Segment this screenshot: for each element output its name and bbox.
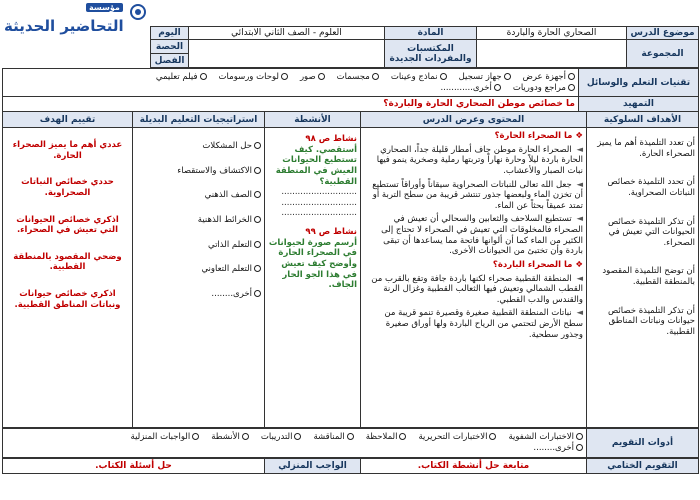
option-label: فيلم تعليمي (155, 71, 198, 82)
radio-icon[interactable] (254, 142, 261, 149)
content-heading-hot: ❖ ما الصحراء الحارة؟ (494, 131, 583, 141)
option-label: المناقشة (313, 432, 345, 443)
assessment-cell (3, 128, 133, 428)
activity-2-text: أرسم صورة لحيوانات في الصحراء الحارة وأوضح كيف تعيش في هذا الجو الحار الجاف. (268, 237, 357, 291)
assessment-item: اذكري خصائص حيوانات ونباتات المناطق القطبية. (14, 289, 121, 310)
arrow-icon: ◄ (576, 144, 583, 155)
content-paragraph: ◄ تستطيع السلاحف والثعابين والسحالي أن تعيش في الصحراء فالمخلوقات التي تعيش في الصحراء لا تحتاج إلى الكثير من الماء كما أن ألوانها فاتحة مما يساعدها أن تبقى باردة وأن تختبئ من الحيوانات الأخرى. (381, 214, 583, 257)
assessment-item: وضحي المقصود بالمنطقة القطبية. (13, 251, 122, 273)
option-label: الاختبارات التحريرية (418, 432, 488, 443)
strategy-item[interactable]: أخرى........ (136, 289, 261, 300)
radio-icon[interactable] (254, 241, 261, 248)
strategy-item[interactable]: التعلم الذاتي (136, 240, 261, 251)
radio-icon[interactable] (254, 265, 261, 272)
content-paragraph: ◄ المنطقة القطبية صحراء لكنها باردة جافة وتقع بالقرب من القطب الشمالي وتعيش فيها الثعالب القطبية وغزال الرنة والقندس والدب القطبي. (371, 273, 583, 305)
radio-icon[interactable] (440, 73, 447, 80)
activity-1-title: نشاط ص ٩٨ (305, 134, 357, 144)
group-value[interactable] (477, 40, 627, 68)
option-item[interactable] (508, 432, 583, 443)
radio-icon[interactable] (576, 433, 583, 440)
content-cell (361, 128, 587, 428)
content-paragraph: ◄ جعل الله تعالى للنباتات الصحراوية سيقاناً وأوراقاً تستطيع أن تخزن الماء ولبعضها جذور تنتشر قريبة من سطح التربة أو تمتد عميقاً بحثاً عن الماء. (372, 179, 583, 211)
objective-item: أن توضح التلميذة المقصود بالمنطقة القطبية. (602, 266, 695, 287)
option-label: مجسمات (336, 71, 370, 82)
logo-gear-icon (128, 2, 148, 22)
intro-label: التمهيد (579, 97, 699, 112)
col-strategies: استراتيجيات التعليم البديلة (133, 112, 265, 128)
assessment-item: حددي خصائص النباتات الصحراوية. (21, 177, 114, 198)
star-icon: ❖ (575, 131, 583, 141)
group-label: المجموعة (627, 40, 699, 68)
strategy-item[interactable]: الخرائط الذهنية (136, 215, 261, 226)
radio-icon[interactable] (294, 433, 301, 440)
option-label: صور (299, 71, 316, 82)
tools-table (2, 68, 699, 112)
option-label: مراجع ودوريات (512, 82, 566, 93)
main-table (2, 111, 699, 428)
option-label: أجهزة عرض (522, 71, 566, 82)
strategy-item[interactable]: حل المشكلات (136, 141, 261, 152)
content-paragraph: ◄ الصحراء الحارة موطن جاف أمطار قليلة جداً، الصحاري الحارة باردة ليلاً وحارة نهاراً وتربتها رملية وصخرية ينمو فيها نبات الصبار والأعشاب. (376, 144, 583, 176)
tools-options (3, 69, 579, 97)
subject-label: المادة (385, 27, 477, 40)
day-label: اليوم (151, 27, 189, 40)
radio-icon[interactable] (372, 73, 379, 80)
radio-icon[interactable] (254, 191, 261, 198)
publisher-logo (0, 0, 150, 42)
logo-line1: مؤسسة (86, 3, 123, 12)
option-item[interactable] (418, 432, 496, 443)
content-heading-cold: ❖ ما الصحراء الباردة؟ (492, 259, 583, 270)
strategies-cell (133, 128, 265, 428)
option-item[interactable] (523, 72, 575, 83)
strategy-item[interactable]: الصف الذهني (136, 190, 261, 201)
activities-cell (265, 128, 361, 428)
final-value: متابعة حل أنشطة الكتاب. (361, 459, 587, 474)
option-item[interactable] (211, 432, 249, 443)
option-item[interactable] (459, 72, 511, 83)
strategy-item[interactable]: التعلم التعاوني (136, 264, 261, 275)
strategy-item[interactable]: الاكتشاف والاستقصاء (136, 166, 261, 177)
col-activities: الأنشطة (265, 112, 361, 128)
objective-item: أن تذكر التلميذة خصائص حيوانات ونباتات المناطق القطبية. (608, 305, 695, 337)
option-item[interactable] (313, 432, 353, 443)
radio-icon[interactable] (281, 73, 288, 80)
logo-line2: التحاضير الحديثة (4, 17, 124, 35)
homework-label: الواجب المنزلي (265, 459, 361, 474)
radio-icon[interactable] (399, 433, 406, 440)
arrow-icon: ◄ (576, 308, 583, 319)
objective-item: أن تذكر التلميذة خصائص الحيوانات التي تعيش في الصحراء. (608, 216, 695, 248)
radio-icon[interactable] (200, 73, 207, 80)
objectives-cell (587, 128, 699, 428)
option-item[interactable] (219, 72, 288, 83)
option-item[interactable] (156, 72, 207, 83)
header-table (150, 26, 699, 68)
option-item[interactable] (366, 432, 407, 443)
arrow-icon: ◄ (576, 214, 583, 225)
intro-text: ما خصائص موطن الصحاري الحارة والباردة؟ (3, 97, 579, 112)
tools-row1 (6, 72, 575, 83)
radio-icon[interactable] (568, 84, 575, 91)
radio-icon[interactable] (494, 84, 501, 91)
option-label: الاختبارات الشفوية (508, 432, 574, 443)
radio-icon[interactable] (568, 73, 575, 80)
radio-icon[interactable] (254, 167, 261, 174)
radio-icon[interactable] (254, 290, 261, 297)
evaluation-table (2, 428, 699, 458)
option-label: جهاز تسجيل (458, 71, 502, 82)
radio-icon[interactable] (254, 216, 261, 223)
lesson-topic-label: موضوع الدرس (627, 27, 699, 40)
radio-icon[interactable] (576, 444, 583, 451)
option-item[interactable] (337, 72, 379, 83)
radio-icon[interactable] (489, 433, 496, 440)
tools-label: تقنيات التعلم والوسائل (579, 69, 699, 97)
activity-1-text: أستقصي. كيف تستطيع الحيوانات العيش في المنطقة القطبية؟ (275, 144, 357, 187)
objective-item: أن تعدد التلميذة أهم ما يميز الصحراء الحارة. (597, 138, 695, 159)
option-label: التدريبات (260, 432, 293, 443)
option-label: الواجبات المنزلية (130, 432, 191, 443)
evaluation-row2[interactable]: أخرى........ (6, 443, 583, 454)
skills-value[interactable] (189, 40, 385, 68)
option-item[interactable] (300, 72, 325, 83)
col-content: المحتوى وعرض الدرس (361, 112, 587, 128)
homework-value: حل أسئلة الكتاب. (3, 459, 265, 474)
option-item[interactable] (513, 83, 575, 94)
radio-icon[interactable] (504, 73, 511, 80)
objective-item: أن تحدد التلميذة خصائص النباتات الصحراوية. (607, 177, 695, 198)
col-objectives: الأهداف السلوكية (587, 112, 699, 128)
assessment-item: عددي أهم ما يميز الصحراء الحارة. (12, 140, 123, 161)
evaluation-row1 (6, 432, 583, 443)
radio-icon[interactable] (242, 433, 249, 440)
assessment-item: اذكري خصائص الحيوانات التي تعيش في الصحراء. (16, 214, 119, 236)
activity-1-dots: ............................ (281, 208, 357, 219)
content-paragraph: ◄ نباتات المنطقة القطبية صغيرة وقصيرة تنمو قريبة من سطح الأرض لتحتمي من الرياح الباردة ولها أوراق صغيرة وجذور سطحية. (384, 308, 583, 340)
option-item[interactable] (261, 432, 302, 443)
activity-1-dots: ............................ (281, 187, 357, 198)
option-item[interactable] (440, 83, 500, 94)
star-icon: ❖ (575, 259, 583, 270)
subject-value: العلوم - الصف الثاني الابتدائي (189, 27, 385, 40)
option-label: الأنشطة (211, 432, 240, 443)
radio-icon[interactable] (347, 433, 354, 440)
radio-icon[interactable] (192, 433, 199, 440)
option-label: نماذج وعينات (390, 71, 438, 82)
arrow-icon: ◄ (576, 273, 583, 284)
option-label: الملاحظة (365, 432, 398, 443)
skills-label: المكتسبات والمفردات الجديدة (385, 40, 477, 68)
period-label: الحصة (151, 40, 189, 54)
col-assessment: تقييم الهدف (3, 112, 133, 128)
lesson-topic-value: الصحاري الحارة والباردة (477, 27, 627, 40)
option-label: لوحات ورسومات (218, 71, 279, 82)
arrow-icon: ◄ (576, 179, 583, 190)
evaluation-label: أدوات التقويم (587, 429, 699, 458)
class-label: الفصل (151, 54, 189, 68)
activity-2-title: نشاط ص ٩٩ (305, 227, 357, 237)
final-table (2, 458, 699, 474)
final-label: التقويم الختامي (587, 459, 699, 474)
tools-row2 (6, 83, 575, 94)
option-label: أخرى............ (440, 82, 492, 93)
evaluation-options (3, 429, 587, 458)
activity-1-dots: ............................ (281, 197, 357, 208)
option-item[interactable] (391, 72, 447, 83)
option-item[interactable] (131, 432, 200, 443)
radio-icon[interactable] (318, 73, 325, 80)
